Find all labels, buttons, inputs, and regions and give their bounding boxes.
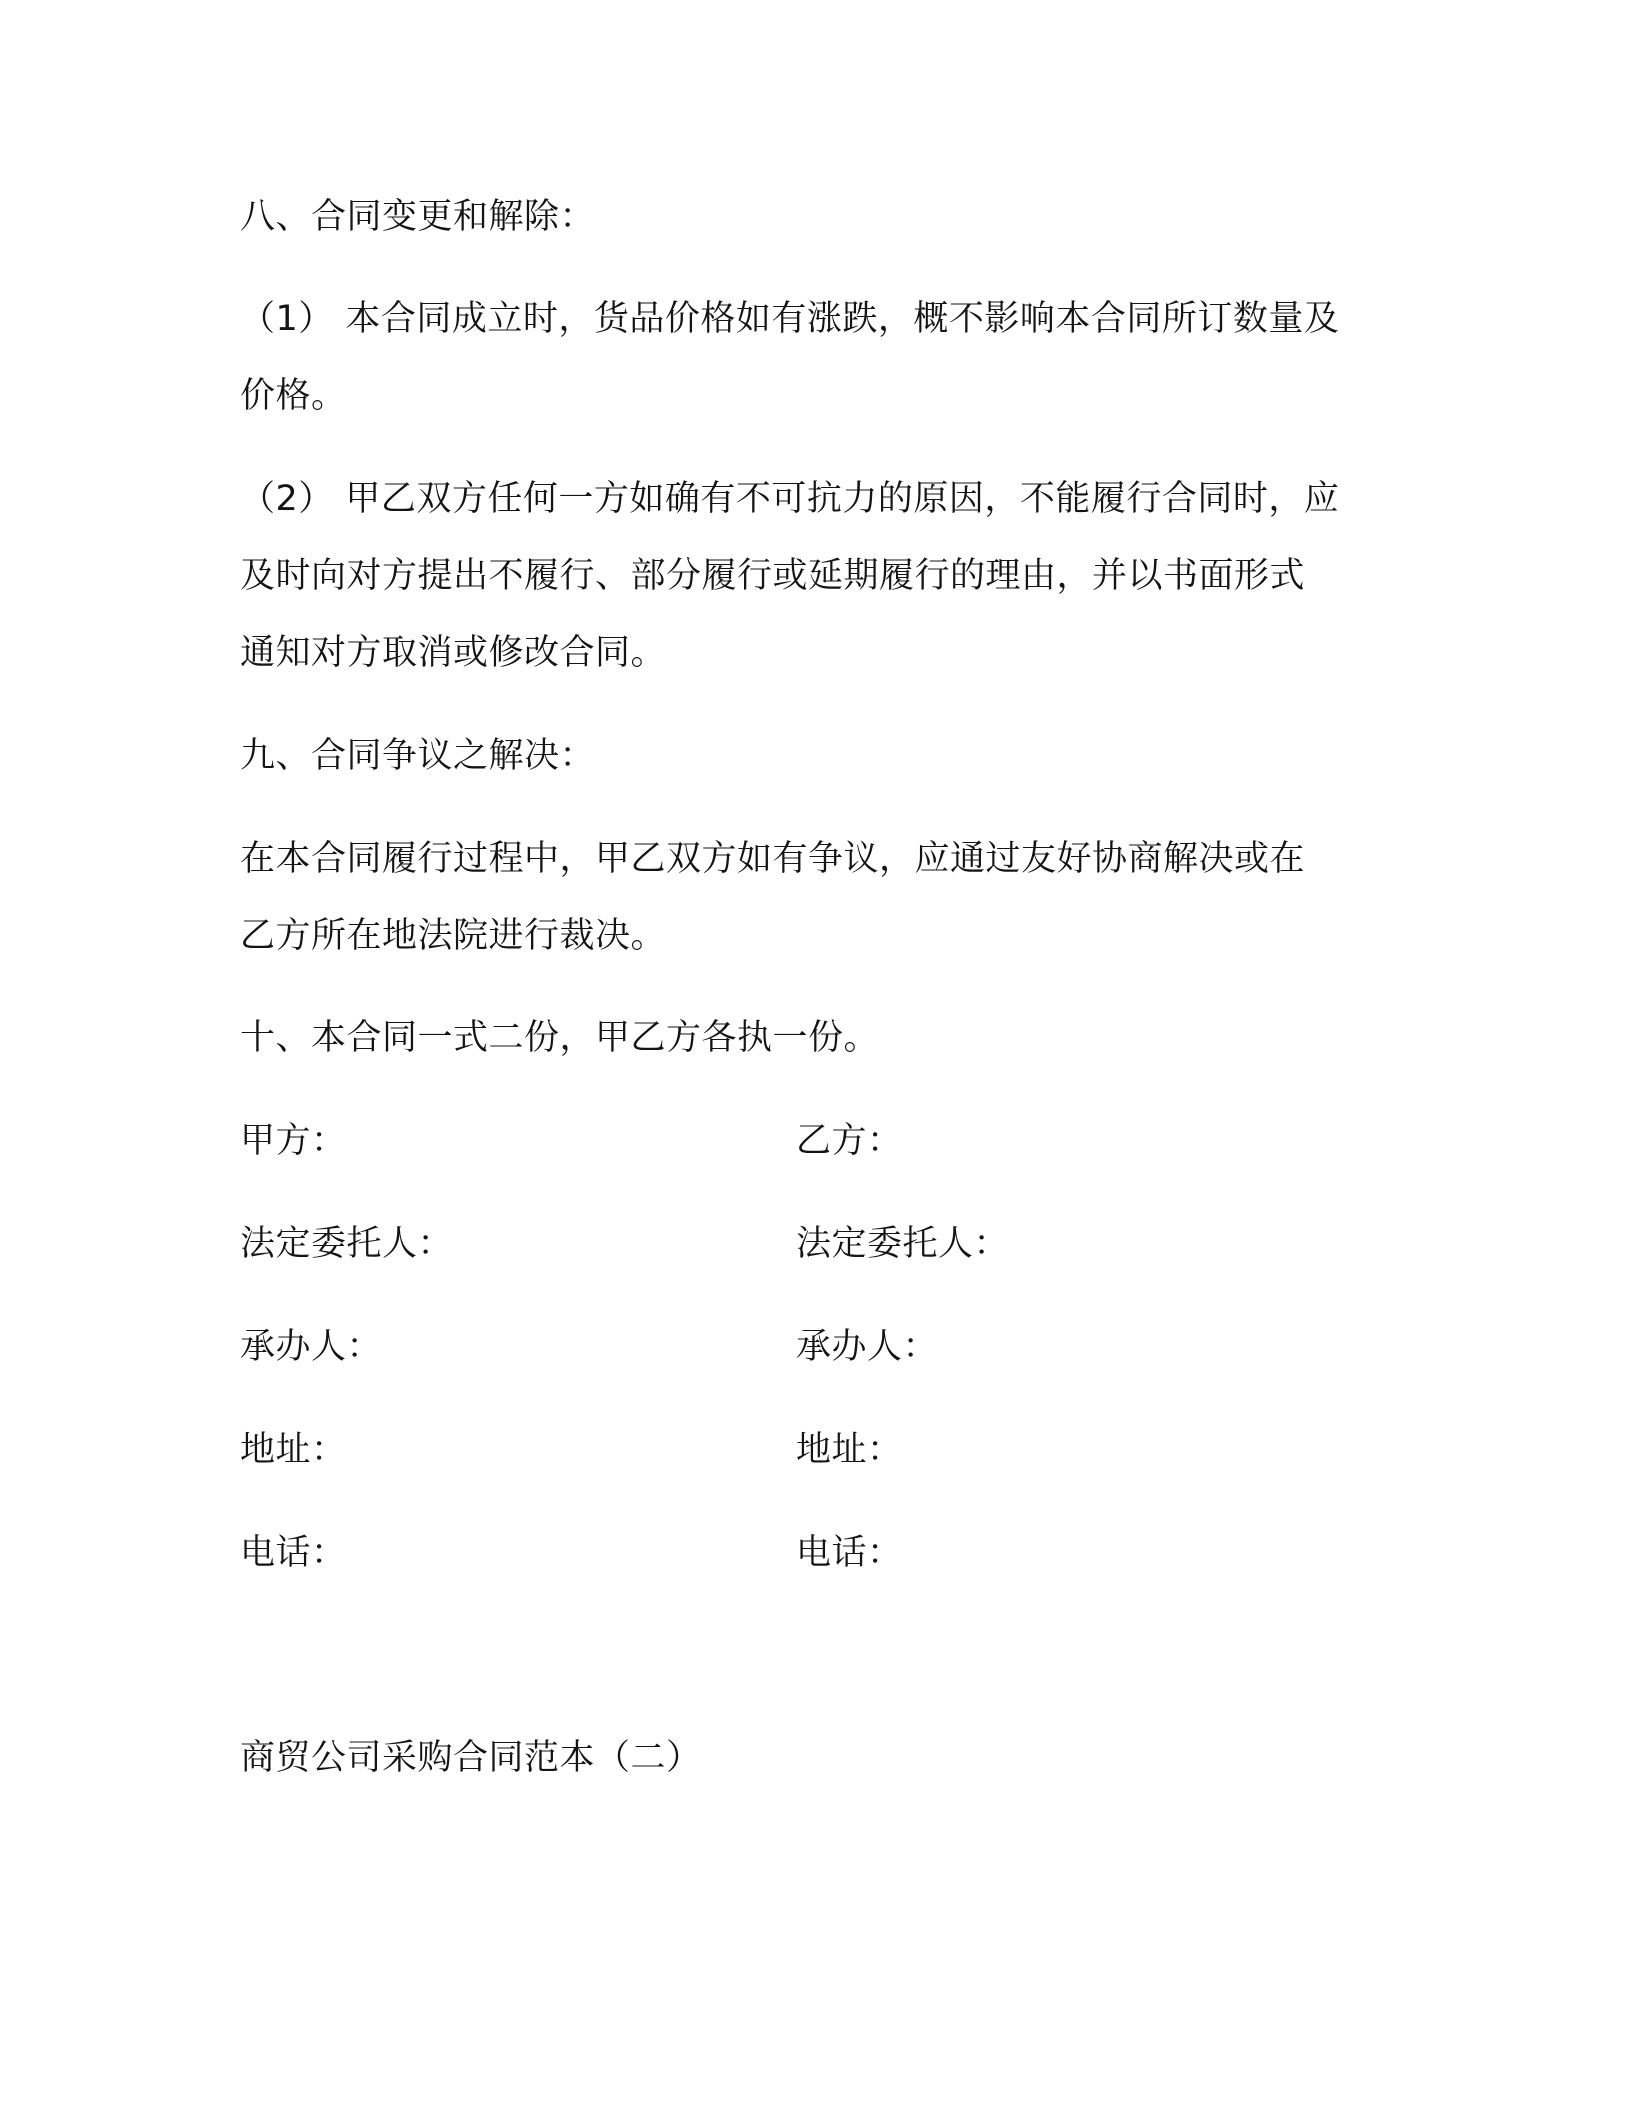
section-8-item-1-line-2: 价格。 xyxy=(240,376,347,416)
party-a-address-label: 地址： xyxy=(240,1430,347,1470)
section-9-body-line-2: 乙方所在地法院进行裁决。 xyxy=(240,916,667,956)
party-a-handler-label: 承办人： xyxy=(240,1327,383,1367)
party-b-handler-label: 承办人： xyxy=(796,1327,939,1367)
section-8-item-2-line-3: 通知对方取消或修改合同。 xyxy=(240,633,667,673)
next-contract-title: 商贸公司采购合同范本（二） xyxy=(240,1738,702,1778)
party-a-agent-label: 法定委托人： xyxy=(240,1224,454,1264)
party-b-name-label: 乙方： xyxy=(796,1121,903,1161)
section-9-body-line-1: 在本合同履行过程中，甲乙双方如有争议，应通过友好协商解决或在 xyxy=(240,839,1306,879)
section-10-text: 十、本合同一式二份，甲乙方各执一份。 xyxy=(240,1018,880,1058)
section-9-heading: 九、合同争议之解决： xyxy=(240,736,596,776)
section-8-item-2-line-1: （2） 甲乙双方任何一方如确有不可抗力的原因，不能履行合同时，应 xyxy=(240,479,1340,519)
party-a-name-label: 甲方： xyxy=(240,1121,347,1161)
party-b-agent-label: 法定委托人： xyxy=(796,1224,1010,1264)
section-8-item-1-line-1: （1） 本合同成立时，货品价格如有涨跌，概不影响本合同所订数量及 xyxy=(240,299,1340,339)
party-a-phone-label: 电话： xyxy=(240,1533,347,1573)
section-8-heading: 八、合同变更和解除： xyxy=(240,197,596,237)
party-b-phone-label: 电话： xyxy=(796,1533,903,1573)
party-b-address-label: 地址： xyxy=(796,1430,903,1470)
section-8-item-2-line-2: 及时向对方提出不履行、部分履行或延期履行的理由，并以书面形式 xyxy=(240,556,1306,596)
